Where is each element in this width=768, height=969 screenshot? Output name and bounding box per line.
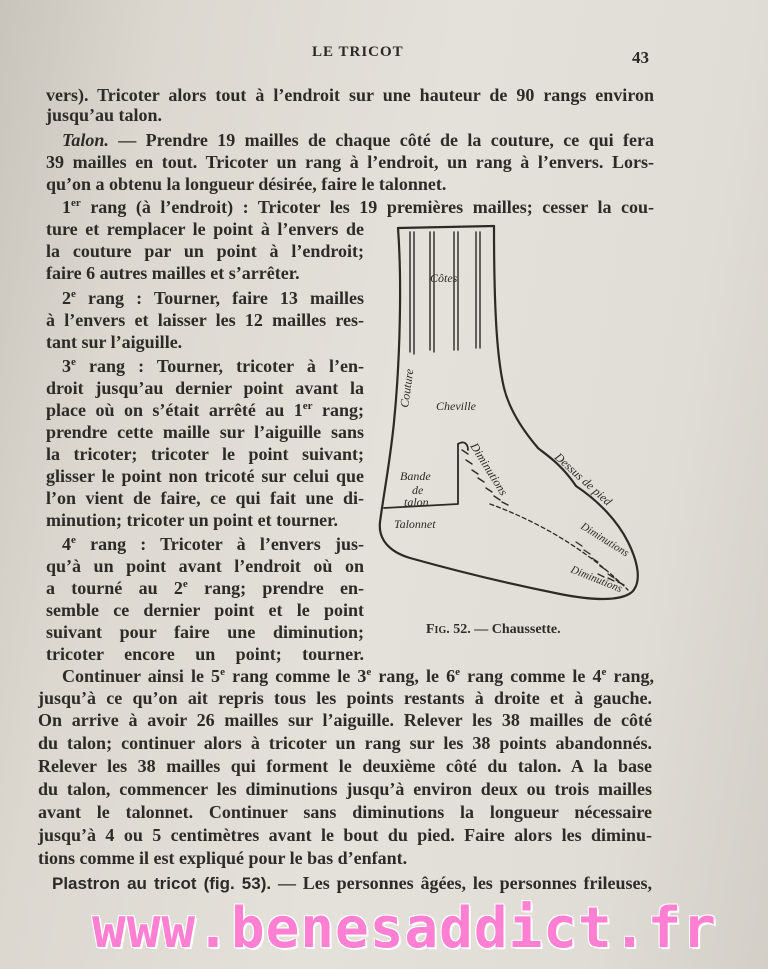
text-span: rang : Tourner, tricoter à l’en- — [75, 356, 364, 376]
text-span: Continuer ainsi le 5 — [62, 666, 221, 686]
text-line: avant le talonnet. Continuer sans diminutions la longueur nécessaire — [38, 802, 652, 822]
text-line: du talon; continuer alors à tricoter un rang sur les 38 points abandonnés. — [38, 733, 652, 753]
text-line: l’on vient de faire, ce qui fait une di- — [46, 488, 364, 508]
running-title: LE TRICOT — [312, 44, 404, 60]
text-line: 39 mailles en tout. Tricoter un rang à l’endroit, un rang à l’envers. Lors- — [46, 152, 654, 172]
text-span: 4 — [62, 534, 71, 554]
rang3-line-1 — [46, 355, 364, 377]
text-line: minution; tricoter un point et tourner. — [46, 510, 338, 530]
text-span: place où on s’était arrêté au 1 — [46, 400, 303, 420]
label-cotes: Côtes — [430, 271, 458, 285]
text-line: ture et remplacer le point à l’envers de — [46, 219, 364, 239]
label-talon: talon — [404, 495, 429, 509]
watermark-text: www.benesaddict.fr — [92, 896, 717, 961]
text-line: On arrive à avoir 26 mailles sur l’aiguille. Relever les 38 mailles de côté — [38, 710, 652, 730]
text-line: jusqu’à ce qu’on ait repris tous les points restants à droite et à gauche. — [38, 688, 652, 708]
text-line: glisser le point non tricoté sur celui que — [46, 466, 364, 486]
text-line: jusqu’au talon. — [46, 105, 163, 125]
text-sup: e — [601, 666, 607, 678]
text-span: rang, — [606, 666, 655, 686]
text-sup: er — [302, 400, 313, 412]
label-talonnet: Talonnet — [394, 517, 436, 531]
text-span: rang (à l’endroit) : Tricoter les 19 premières mailles; cesser la cou- — [80, 197, 654, 217]
text-line: qu’à un point avant l’endroit où on — [46, 556, 364, 576]
text-sup: e — [366, 666, 372, 678]
rang1-line-1 — [46, 196, 654, 218]
text-span: 3 — [62, 356, 71, 376]
text-sup: e — [220, 666, 225, 678]
rang4-line-1 — [46, 533, 364, 555]
text-sup: er — [71, 197, 81, 209]
heel-band-curve — [458, 442, 468, 450]
text-line: qu’on a obtenu la longueur désirée, faire le talonnet. — [46, 174, 447, 194]
text-line: prendre cette maille sur l’aiguille sans — [46, 422, 364, 442]
text-line: du talon, commencer les diminutions jusqu’à environ deux ou trois mailles — [38, 779, 652, 799]
label-diminutions-talon: Diminutions — [467, 440, 511, 498]
text-span: rang; — [312, 400, 364, 420]
text-span: 1 — [62, 197, 71, 217]
rang4-line-3 — [46, 577, 364, 599]
text-sup: e — [182, 578, 188, 590]
rang3-line-3 — [46, 399, 364, 421]
sock-cuff-top — [398, 226, 494, 228]
label-diminutions-1: Diminutions — [578, 520, 631, 560]
label-cheville: Cheville — [436, 399, 476, 413]
label-diminutions-2: Diminutions — [568, 563, 624, 596]
text-sup: e — [71, 356, 76, 368]
text-line: semble ce dernier point et le point — [46, 600, 364, 620]
text-span: rang, le 6 — [371, 666, 456, 686]
text-line: tions comme il est expliqué pour le bas d’enfant. — [38, 848, 408, 868]
text-line: Relever les 38 mailles qui forment le deuxième côté du talon. A la base — [38, 756, 652, 776]
figure-caption — [426, 622, 561, 638]
rang2-line-1 — [46, 287, 364, 309]
continuer-line-1 — [46, 665, 654, 687]
text-span: — Les personnes âgées, les personnes frileuses, — [271, 873, 653, 893]
page-header — [0, 42, 768, 72]
page-number: 43 — [632, 48, 649, 67]
text-span: rang comme le 4 — [460, 666, 602, 686]
text-span: rang : Tricoter à l’envers jus- — [75, 534, 364, 554]
text-span: rang; prendre en- — [187, 578, 364, 598]
caption-text: 52. — Chaussette. — [449, 622, 561, 637]
label-couture: Couture — [397, 367, 417, 409]
label-bande: Bande — [400, 469, 431, 483]
talon-label: Talon. — [62, 130, 109, 150]
plastron-label: Plastron au tricot (fig. 53). — [52, 874, 272, 893]
text-span: — Prendre 19 mailles de chaque côté de la couture, ce qui fera — [108, 130, 654, 150]
text-line: jusqu’à 4 ou 5 centimètres avant le bout du pied. Faire alors les diminu- — [38, 825, 652, 845]
text-sup: e — [71, 288, 76, 300]
text-line: la tricoter; tricoter le point suivant; — [46, 444, 364, 464]
text-sup: e — [71, 534, 76, 546]
text-line: tant sur l’aiguille. — [46, 332, 183, 352]
text-line: tricoter encore un point; tourner. — [46, 644, 364, 664]
sock-figure — [370, 222, 650, 614]
label-dessus-de-pied: Dessus de pied — [551, 449, 615, 509]
text-line: suivant pour faire une diminution; — [46, 622, 364, 642]
talon-line-1 — [46, 129, 654, 151]
text-line: faire 6 autres mailles et s’arrêter. — [46, 263, 300, 283]
plastron-line — [38, 872, 652, 895]
text-span: 2 — [62, 288, 71, 308]
text-line: à l’envers et laisser les 12 mailles res- — [46, 310, 364, 330]
text-span: rang : Tourner, faire 13 mailles — [75, 288, 364, 308]
text-line: la couture par un point à l’endroit; — [46, 241, 364, 261]
caption-fig: Fig. — [426, 622, 450, 637]
text-sup: e — [455, 666, 461, 678]
text-span: a tourné au 2 — [46, 578, 183, 598]
text-line: droit jusqu’au dernier point avant la — [46, 378, 364, 398]
text-line: vers). Tricoter alors tout à l’endroit sur une hauteur de 90 rangs environ — [46, 85, 654, 105]
label-de: de — [412, 483, 424, 497]
text-span: rang comme le 3 — [224, 666, 367, 686]
